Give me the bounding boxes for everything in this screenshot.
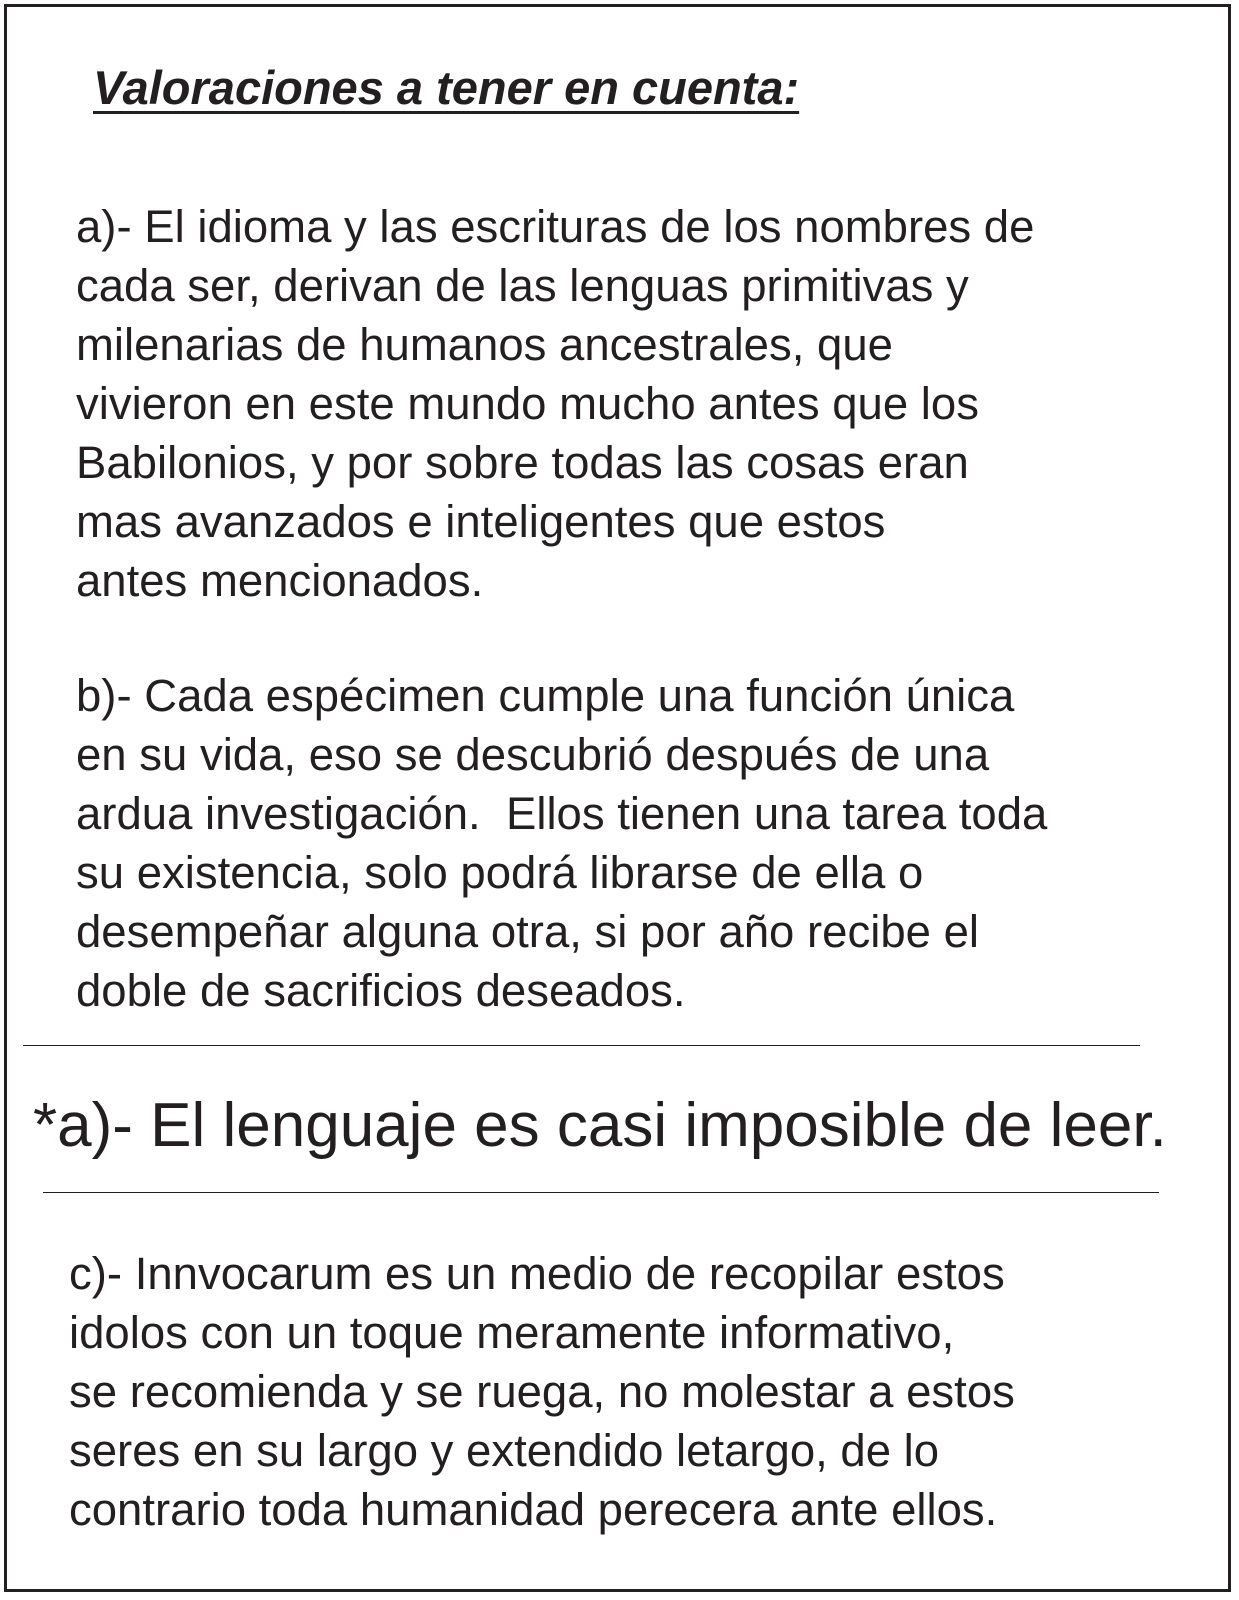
paragraph-c-line: seres en su largo y extendido letargo, de lo: [69, 1425, 940, 1476]
page-title-text: Valoraciones a tener en cuenta:: [93, 61, 800, 114]
paragraph-b-line: ardua investigación. Ellos tienen una tarea toda: [76, 788, 1048, 839]
page-title: [93, 58, 799, 118]
paragraph-c-line: idolos con un toque meramente informativo,: [69, 1307, 955, 1358]
paragraph-b: [76, 666, 1047, 1020]
paragraph-a-line: antes mencionados.: [76, 555, 484, 606]
paragraph-a: [76, 197, 1034, 610]
paragraph-c-line: contrario toda humanidad perecera ante ellos.: [69, 1484, 998, 1535]
paragraph-a-line: vivieron en este mundo mucho antes que los: [76, 378, 979, 429]
divider-top: [23, 1045, 1140, 1046]
paragraph-b-line: doble de sacrificios deseados.: [76, 965, 686, 1016]
paragraph-a-line: milenarias de humanos ancestrales, que: [76, 319, 893, 370]
paragraph-b-line: su existencia, solo podrá librarse de ella o: [76, 847, 924, 898]
paragraph-c: [69, 1244, 1015, 1539]
paragraph-a-line: Babilonios, y por sobre todas las cosas eran: [76, 437, 969, 488]
divider-bottom: [43, 1192, 1159, 1193]
paragraph-c-line: se recomienda y se ruega, no molestar a estos: [69, 1366, 1015, 1417]
paragraph-c-line: c)- Innvocarum es un medio de recopilar estos: [69, 1248, 1005, 1299]
paragraph-a-line: a)- El idioma y las escrituras de los nombres de: [76, 201, 1035, 252]
paragraph-b-line: desempeñar alguna otra, si por año recibe el: [76, 906, 979, 957]
paragraph-a-line: cada ser, derivan de las lenguas primitivas y: [76, 260, 969, 311]
paragraph-b-line: b)- Cada espécimen cumple una función única: [76, 670, 1015, 721]
paragraph-a-line: mas avanzados e inteligentes que estos: [76, 496, 886, 547]
paragraph-b-line: en su vida, eso se descubrió después de una: [76, 729, 990, 780]
language-note: *a)- El lenguaje es casi imposible de leer.: [33, 1091, 1167, 1160]
